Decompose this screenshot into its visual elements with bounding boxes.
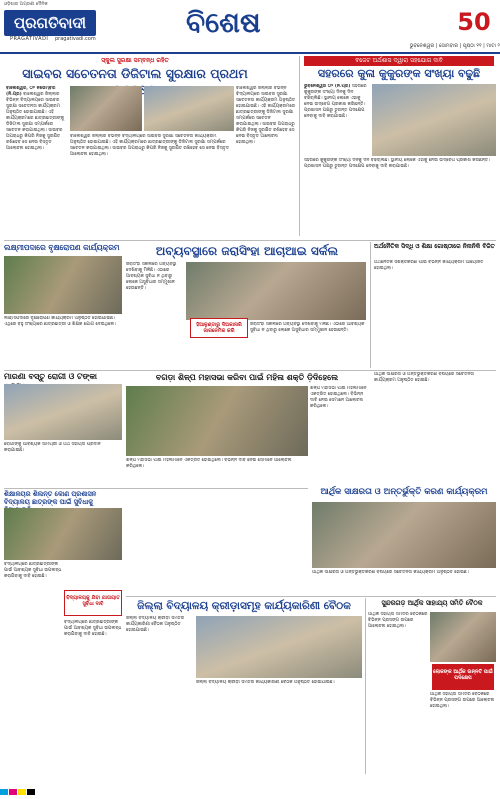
print-registration-marks <box>0 780 500 788</box>
story11-callout: ଲୋକଙ୍କ ଆର୍ଥିକ ଉନ୍ନତି ପାଇଁ ପଦକ୍ଷେପ <box>432 664 494 690</box>
story2-text: ସହରରେ କୁକୁରଙ୍କ ସଂଖ୍ୟା ଦିନକୁ ଦିନ ବଢିଚାଲିଛି। ସ୍ଥାନୀୟ ଲୋକେ ଏହାକୁ ନେଇ ଉଦ୍‌ବେଗ ପ୍ରକାଶ କରିଛନ୍ତି। ପ୍ରଶାସନ ପକ୍ଷରୁ ତୁରନ୍ତ ପଦକ୍ଷେପ ନେବାକୁ ଦାବି କରାଯାଇଛି। <box>304 84 367 119</box>
story8-headline: ଆର୍ଥିକ ସାକ୍ଷରତା ଓ ଅନ୍ତର୍ଭୁକ୍ତି କରଣ କାର୍ଯ୍ୟକ୍ରମ <box>320 487 488 497</box>
story10-headline: ଜିଲ୍ଲା ବିଦ୍ୟାଳୟ କ୍ରୀଡ଼ାସମୂହ କାର୍ଯ୍ୟକାରିଣୀ ବୈଠକ <box>137 600 351 612</box>
masthead-rule <box>0 52 500 54</box>
story9-body-continued: ବିଦ୍ୟାଳୟରେ ଛାତ୍ରଛାତ୍ରୀଙ୍କ ପାଇଁ ଆବଶ୍ୟକ ସୁବିଧା ଉପଲବ୍ଧ କରାଯିବାକୁ ଦାବି ହୋଇଛି। <box>64 620 122 637</box>
black-swatch <box>27 789 35 795</box>
story4-photo <box>186 262 366 320</box>
story1-body-col3: ବାଲେଶ୍ୱର ଜିଲ୍ଲାର ବିଭିନ୍ନ ବିଦ୍ୟାଳୟରେ ସାଇବର ସୁରକ୍ଷା ସଚେତନତା କାର୍ଯ୍ୟକ୍ରମ ଅନୁଷ୍ଠିତ ହୋଇଯାଇଛି। ଏହି କାର୍ଯ୍ୟକ୍ରମରେ ଛାତ୍ରଛାତ୍ରୀଙ୍କୁ ଡିଜିଟାଲ ସୁରକ୍ଷା ସମ୍ପର୍କରେ ସଚେତନ କରାଯାଇଥିଲା। ସାଇବର ଅପରାଧରୁ କିପରି ନିଜକୁ ସୁରକ୍ଷିତ ରଖିହେବ ସେ ନେଇ ବିସ୍ତୃତ ଆଲୋଚନା ହୋଇଥିଲା। <box>236 86 296 145</box>
story9-headline: ଶିକ୍ଷାଳୟର ଶିଲନ୍ତ କୋଣ ପ୍ରଶାସନ ବିଦ୍ୟାଳୟ ଛାତ୍ରଙ୍କ ପାଇଁ ସୁବିଧାକୁ <box>4 490 97 506</box>
story10-body-continued: ଜିଲ୍ଲା ବିଦ୍ୟାଳୟ କ୍ରୀଡ଼ା ସମିତିର କାର୍ଯ୍ୟକାରିଣୀ ବୈଠକ ଅନୁଷ୍ଠିତ ହୋଇଯାଇଛି। <box>196 680 335 685</box>
story11-headline: ସୁନ୍ଦରଗଡ଼ ଆର୍ଥିକ ସାହାଯ୍ୟ ସମିତି ବୈଠକ <box>381 599 483 607</box>
story2-body <box>304 84 368 154</box>
story1-photo-right <box>144 86 234 131</box>
cyan-swatch <box>0 789 8 795</box>
column-rule <box>299 56 300 236</box>
story7-body-continued: ଶିଳ୍ପ ମହାସଭା ପାଇଁ ମହିଳାମାନେ ଏକତ୍ରିତ ହୋଇଥିଲେ। ବିଭିନ୍ନ ଦାବି ନେଇ ସେମାନେ ଆଲୋଚନା କରିଥିଲେ। <box>126 458 292 469</box>
story8-body-continued: ଆର୍ଥିକ ସାକ୍ଷରତା ଓ ଅନ୍ତର୍ଭୁକ୍ତିକରଣ ବିଷୟରେ ସଚେତନତା କାର୍ଯ୍ୟକ୍ରମ ଅନୁଷ୍ଠିତ ହୋଇଛି। <box>312 570 469 575</box>
story1-headline: ସାଇବର ସଚେତନତା ଡିଜିଟାଲ ସୁରକ୍ଷାର ପ୍ରଥମ <box>22 66 248 81</box>
story11-body-continued: ଆର୍ଥିକ ସହାୟତା ସମିତିର ବୈଠକରେ ବିଭିନ୍ନ ପ୍ରସଙ୍ଗ ଉପରେ ଆଲୋଚନା ହୋଇଥିଲା। <box>430 692 495 709</box>
dateline: ଭୁବନେଶ୍ୱର | ସୋମବାର | ପୃଷ୍ଠା ୧୧ | ମାଟା ୨ <box>409 43 500 49</box>
column-rule <box>370 242 371 368</box>
story2-photo <box>372 84 496 156</box>
story3-headline: ଲକ୍ଷ୍ମୀପଦାରେ ବୃକ୍ଷରୋପଣ କାର୍ଯ୍ୟକ୍ରମ <box>4 243 120 252</box>
masthead-tagline: ଓଡ଼ିଶାର ଅଗ୍ରଣୀ ଦୈନିକ <box>4 2 48 7</box>
story8-photo <box>312 502 496 568</box>
anniversary-number: 50 <box>457 8 491 36</box>
story1-kicker: ସ୍କୁଲ ସୁରକ୍ଷା ସମ୍ବନ୍ଧ ରହିତ <box>6 56 264 66</box>
newspaper-logo: ପ୍ରଗତିବାଦୀ <box>4 10 96 36</box>
section-rule <box>4 240 496 241</box>
story1-body-continued: ବାଲେଶ୍ୱର ଜିଲ୍ଲାର ବିଭିନ୍ନ ବିଦ୍ୟାଳୟରେ ସାଇବର ସୁରକ୍ଷା ସଚେତନତା କାର୍ଯ୍ୟକ୍ରମ ଅନୁଷ୍ଠିତ ହୋଇଯାଇଛି। ଏହି କାର୍ଯ୍ୟକ୍ରମରେ ଛାତ୍ରଛାତ୍ରୀଙ୍କୁ ଡିଜିଟାଲ ସୁରକ୍ଷା ସମ୍ପର୍କରେ ସଚେତନ କରାଯାଇଥିଲା। ସାଇବର ଅପରାଧରୁ କିପରି ନିଜକୁ ସୁରକ୍ଷିତ ରଖିହେବ ସେ ନେଇ ବିସ୍ତୃତ ଆଲୋଚନା ହୋଇଥିଲା। <box>70 134 230 157</box>
story6-photo <box>4 384 122 440</box>
section-title: ବିଶେଷ <box>186 6 261 39</box>
section-rule <box>4 370 496 371</box>
story3-body: ଲକ୍ଷ୍ମୀପଦାରେ ବୃକ୍ଷରୋପଣ କାର୍ଯ୍ୟକ୍ରମ ଅନୁଷ୍ଠିତ ହୋଇଯାଇଛି। ଏଥିରେ ବହୁ ସଂଖ୍ୟାରେ ଛାତ୍ରଛାତ୍ରୀ ଓ ଶିକ୍ଷକ ଯୋଗ ଦେଇଥିଲେ। <box>4 316 117 327</box>
section-rule <box>4 488 308 489</box>
story2-byline: ଭୁବନେଶ୍ୱର ୦୨ (ନି.ପ୍ର) <box>304 84 351 89</box>
story6-body: ରୋଗୀଙ୍କୁ ଆବଶ୍ୟକ ସାମଗ୍ରୀ ଓ ଅର୍ଥ ସହାୟତା ପ୍ରଦାନ କରାଯାଇଛି। <box>4 442 101 453</box>
logo-url: pragativadi.com <box>55 36 96 42</box>
story2-kicker: ବଜେଟ ଅର୍ଥଶାସ ଦ୍ୱାରା ସହଯୋଗ ଦାବି <box>304 56 494 66</box>
story9-body: ବିଦ୍ୟାଳୟରେ ଛାତ୍ରଛାତ୍ରୀଙ୍କ ପାଇଁ ଆବଶ୍ୟକ ସୁବିଧା ଉପଲବ୍ଧ କରାଯିବାକୁ ଦାବି ହୋଇଛି। <box>4 562 62 579</box>
story4-body-continued: ଜରାସିଂହା ସର୍କଲରେ ଅବ୍ୟବସ୍ଥା ଦେଖିବାକୁ ମିଳିଛି। ଏଠାରେ ଆବଶ୍ୟକ ସୁବିଧା ନ ଥିବାରୁ ଲୋକେ ଅସୁବିଧାର ସମ୍ମୁଖୀନ ହେଉଛନ୍ତି। <box>250 322 365 333</box>
anniversary-emblem <box>452 4 496 40</box>
story7-photo <box>126 386 308 456</box>
story3-photo <box>4 256 122 314</box>
story8-body: ଆର୍ଥିକ ସାକ୍ଷରତା ଓ ଅନ୍ତର୍ଭୁକ୍ତିକରଣ ବିଷୟରେ ସଚେତନତା କାର୍ଯ୍ୟକ୍ରମ ଅନୁଷ୍ଠିତ ହୋଇଛି। <box>374 372 474 383</box>
story9-photo <box>4 508 122 560</box>
yellow-swatch <box>18 789 26 795</box>
story10-body: ଜିଲ୍ଲା ବିଦ୍ୟାଳୟ କ୍ରୀଡ଼ା ସମିତିର କାର୍ଯ୍ୟକାରିଣୀ ବୈଠକ ଅନୁଷ୍ଠିତ ହୋଇଯାଇଛି। <box>126 616 185 633</box>
story11-body: ଆର୍ଥିକ ସହାୟତା ସମିତିର ବୈଠକରେ ବିଭିନ୍ନ ପ୍ରସଙ୍ଗ ଉପରେ ଆଲୋଚନା ହୋଇଥିଲା। <box>368 612 428 629</box>
column-rule <box>365 598 366 774</box>
story5-body: ଅର୍ଥନୈତିକ ସଶକ୍ତିକରଣ ପାଇଁ ବିଭିନ୍ନ କାର୍ଯ୍ୟକ୍ରମ ଆୟୋଜିତ ହୋଇଥିଲା। <box>374 260 484 271</box>
story1-text: ବାଲେଶ୍ୱର ଜିଲ୍ଲାର ବିଭିନ୍ନ ବିଦ୍ୟାଳୟରେ ସାଇବର ସୁରକ୍ଷା ସଚେତନତା କାର୍ଯ୍ୟକ୍ରମ ଅନୁଷ୍ଠିତ ହୋଇଯାଇଛି। ଏହି କାର୍ଯ୍ୟକ୍ରମରେ ଛାତ୍ରଛାତ୍ରୀଙ୍କୁ ଡିଜିଟାଲ ସୁରକ୍ଷା ସମ୍ପର୍କରେ ସଚେତନ କରାଯାଇଥିଲା। ସାଇବର ଅପରାଧରୁ କିପରି ନିଜକୁ ସୁରକ୍ଷିତ ରଖିହେବ ସେ ନେଇ ବିସ୍ତୃତ ଆଲୋଚନା ହୋଇଥିଲା। <box>6 92 64 151</box>
magenta-swatch <box>9 789 17 795</box>
story9-callout: ବିଦ୍ୟାଳୟକୁ ଯିବା ଯାତାୟାତ ସୁବିଧା ଦାବି <box>64 590 122 616</box>
story10-photo <box>196 616 362 678</box>
story7-body: ଶିଳ୍ପ ମହାସଭା ପାଇଁ ମହିଳାମାନେ ଏକତ୍ରିତ ହୋଇଥିଲେ। ବିଭିନ୍ନ ଦାବି ନେଇ ସେମାନେ ଆଲୋଚନା କରିଥିଲେ। <box>310 386 367 409</box>
story4-callout: ହିଆଳୁଣ୍ଡାରୁ ଦିଅକାନାରି ଜାରନେମିକ କରିି <box>190 318 248 338</box>
story6-headline: ମାରଣା ବସ୍ତୁ ରୋଗୀ ଓ ଟଙ୍କା <box>4 372 97 381</box>
logo-english: PRAGATIVADI <box>10 36 49 42</box>
story4-body: ଜରାସିଂହା ସର୍କଲରେ ଅବ୍ୟବସ୍ଥା ଦେଖିବାକୁ ମିଳିଛି। ଏଠାରେ ଆବଶ୍ୟକ ସୁବିଧା ନ ଥିବାରୁ ଲୋକେ ଅସୁବିଧାର ସମ୍ମୁଖୀନ ହେଉଛନ୍ତି। <box>126 262 177 291</box>
story5-headline: ଅର୍ଥନୈତିକ ସିଦ୍ଧି ଓ ଶିକ୍ଷା ଗୋଷ୍ଠୀରେ ନିନାନିକି ବିଜିତ <box>374 243 495 250</box>
story1-byline: ବାଲେଶ୍ୱର, ୦୨ ନଭେମ୍ବର (ନି.ପ୍ର) <box>6 86 56 97</box>
masthead <box>0 0 500 48</box>
story2-headline: ସହରରେ କୁଳା କୁକୁରଙ୍କ ସଂଖ୍ୟା ବଢୁଛି <box>317 67 481 80</box>
story2-body-continued: ସହରରେ କୁକୁରଙ୍କ ସଂଖ୍ୟା ଦିନକୁ ଦିନ ବଢିଚାଲିଛି। ସ୍ଥାନୀୟ ଲୋକେ ଏହାକୁ ନେଇ ଉଦ୍‌ବେଗ ପ୍ରକାଶ କରିଛନ୍ତି। ପ୍ରଶାସନ ପକ୍ଷରୁ ତୁରନ୍ତ ପଦକ୍ଷେପ ନେବାକୁ ଦାବି କରାଯାଇଛି। <box>304 158 491 169</box>
story1-body <box>6 86 66 236</box>
story11-photo <box>430 612 496 662</box>
section-rule <box>126 596 496 597</box>
story7-headline: ବଗଡ଼ା ଶିଳ୍ପ ମହାସଭା କରିବା ପାଇଁ ମହିଳା ଶକ୍ତି ଡ଼ିଦିହେଲେ <box>155 373 339 382</box>
story4-headline: ଅବ୍ୟବସ୍ଥାରେ ଜରାସିଂହା ଆଚାଆଇ ସର୍କଲ <box>155 244 339 258</box>
story1-photo-left <box>70 86 142 131</box>
